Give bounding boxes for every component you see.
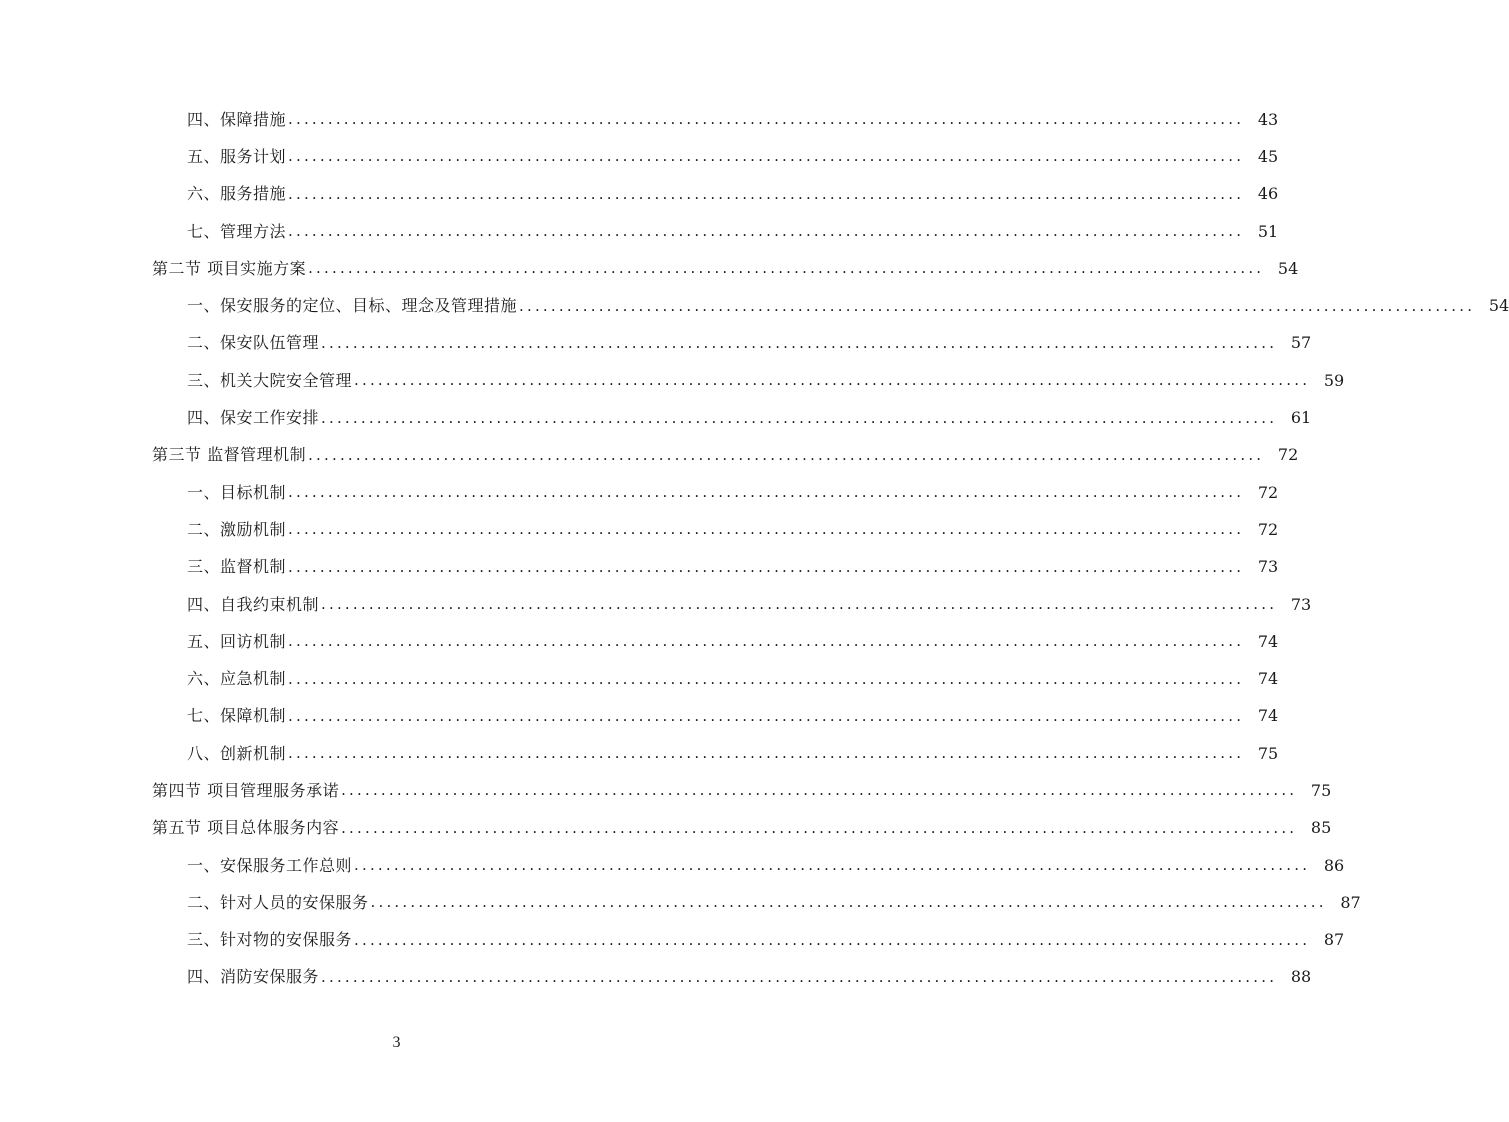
page-number: 3	[392, 1034, 401, 1051]
toc-entry-page: 72	[1277, 445, 1299, 465]
toc-entry-page: 45	[1257, 146, 1279, 166]
toc-entry-page: 86	[1323, 855, 1345, 875]
toc-dot-leader: ........................................................................................................................	[321, 595, 1278, 613]
toc-entry[interactable]	[0, 213, 1279, 250]
toc-entry-page: 54	[1277, 258, 1299, 278]
toc-entry-page: 72	[1257, 519, 1279, 539]
toc-entry-title: 五、回访机制	[187, 631, 287, 651]
toc-entry-title: 六、服务措施	[187, 184, 287, 204]
toc-entry-page: 61	[1290, 408, 1312, 428]
toc-entry[interactable]	[0, 623, 1279, 660]
toc-entry[interactable]	[0, 250, 1299, 287]
toc-entry-page: 73	[1290, 594, 1312, 614]
toc-dot-leader: ........................................................................................................................	[288, 184, 1245, 203]
toc-entry-page: 75	[1257, 743, 1279, 763]
toc-dot-leader: ........................................................................................................................	[288, 110, 1245, 129]
toc-entry-page: 46	[1257, 184, 1279, 204]
toc-entry-title: 第三节 监督管理机制	[152, 445, 307, 465]
toc-entry-page: 75	[1310, 780, 1332, 800]
toc-dot-leader: ........................................................................................................................	[519, 296, 1476, 315]
toc-entry-title: 二、激励机制	[187, 519, 287, 539]
toc-dot-leader: ........................................................................................................................	[321, 408, 1278, 427]
toc-dot-leader: ........................................................................................................................	[354, 930, 1311, 949]
toc-entry[interactable]	[0, 884, 1361, 921]
toc-dot-leader: ........................................................................................................................	[308, 445, 1265, 464]
toc-dot-leader: ........................................................................................................................	[354, 371, 1311, 390]
toc-entry-title: 五、服务计划	[187, 146, 287, 166]
toc-entry[interactable]	[0, 549, 1279, 586]
toc-entry-page: 85	[1310, 818, 1332, 838]
toc-dot-leader: ........................................................................................................................	[288, 706, 1245, 725]
toc-entry-page: 74	[1257, 631, 1279, 651]
toc-dot-leader: ........................................................................................................................	[354, 856, 1311, 875]
toc-entry-page: 54	[1488, 296, 1509, 316]
toc-entry[interactable]	[0, 698, 1279, 735]
toc-entry-title: 三、监督机制	[187, 557, 287, 577]
toc-entry-title: 一、安保服务工作总则	[187, 855, 353, 875]
toc-dot-leader: ........................................................................................................................	[288, 483, 1245, 502]
toc-dot-leader: ........................................................................................................................	[370, 893, 1327, 912]
toc-dot-leader: ........................................................................................................................	[308, 259, 1265, 278]
toc-entry-title: 二、针对人员的安保服务	[187, 892, 369, 912]
toc-entry-title: 二、保安队伍管理	[187, 333, 320, 353]
toc-entry[interactable]	[0, 138, 1279, 175]
toc-dot-leader: ........................................................................................................................	[341, 818, 1298, 837]
toc-entry-page: 73	[1257, 557, 1279, 577]
toc-dot-leader: ........................................................................................................................	[321, 333, 1278, 352]
toc-dot-leader: ........................................................................................................................	[288, 147, 1245, 166]
toc-entry-page: 87	[1340, 892, 1361, 912]
toc-dot-leader: ........................................................................................................................	[288, 557, 1245, 576]
toc-entry[interactable]	[0, 959, 1312, 996]
toc-entry[interactable]	[0, 511, 1279, 548]
toc-entry-page: 51	[1257, 221, 1279, 241]
toc-entry-title: 四、自我约束机制	[187, 594, 320, 614]
toc-entry[interactable]	[0, 735, 1279, 772]
toc-entry[interactable]	[0, 362, 1345, 399]
toc-entry-page: 72	[1257, 482, 1279, 502]
toc-dot-leader: ........................................................................................................................	[288, 744, 1245, 763]
toc-dot-leader: ........................................................................................................................	[288, 222, 1245, 241]
toc-entry[interactable]	[0, 287, 1509, 324]
toc-entry[interactable]	[0, 399, 1312, 436]
toc-entry[interactable]	[0, 437, 1299, 474]
toc-entry-title: 三、针对物的安保服务	[187, 930, 353, 950]
toc-entry[interactable]	[0, 772, 1332, 809]
toc-entry-title: 四、保障措施	[187, 109, 287, 129]
toc-entry-page: 43	[1257, 109, 1279, 129]
toc-entry[interactable]	[0, 176, 1279, 213]
toc-entry[interactable]	[0, 101, 1279, 138]
toc-entry[interactable]	[0, 586, 1312, 623]
toc-entry-page: 57	[1290, 333, 1312, 353]
toc-entry[interactable]	[0, 474, 1279, 511]
toc-entry-title: 三、机关大院安全管理	[187, 370, 353, 390]
toc-entry-title: 四、消防安保服务	[187, 967, 320, 987]
toc-entry[interactable]	[0, 660, 1279, 697]
toc-entry-title: 七、管理方法	[187, 221, 287, 241]
toc-entry[interactable]	[0, 325, 1312, 362]
toc-entry-title: 一、保安服务的定位、目标、理念及管理措施	[187, 296, 518, 316]
toc-entry-title: 四、保安工作安排	[187, 408, 320, 428]
toc-entry[interactable]	[0, 810, 1332, 847]
toc-dot-leader: ........................................................................................................................	[288, 669, 1245, 688]
toc-dot-leader: ........................................................................................................................	[341, 781, 1298, 800]
toc-entry-page: 87	[1323, 930, 1345, 950]
toc-entry-title: 第二节 项目实施方案	[152, 258, 307, 278]
toc-entry[interactable]	[0, 847, 1345, 884]
toc-entry-title: 六、应急机制	[187, 669, 287, 689]
toc-entry-title: 一、目标机制	[187, 482, 287, 502]
toc-entry-title: 七、保障机制	[187, 706, 287, 726]
toc-entry-title: 第四节 项目管理服务承诺	[152, 780, 340, 800]
table-of-contents	[0, 101, 1509, 996]
toc-dot-leader: ........................................................................................................................	[288, 632, 1245, 651]
toc-entry-title: 第五节 项目总体服务内容	[152, 818, 340, 838]
toc-entry-page: 88	[1290, 967, 1312, 987]
toc-dot-leader: ........................................................................................................................	[321, 967, 1278, 986]
toc-entry-title: 八、创新机制	[187, 743, 287, 763]
toc-entry-page: 74	[1257, 669, 1279, 689]
toc-entry-page: 74	[1257, 706, 1279, 726]
toc-dot-leader: ........................................................................................................................	[288, 520, 1245, 539]
toc-entry-page: 59	[1323, 370, 1345, 390]
toc-entry[interactable]	[0, 922, 1345, 959]
